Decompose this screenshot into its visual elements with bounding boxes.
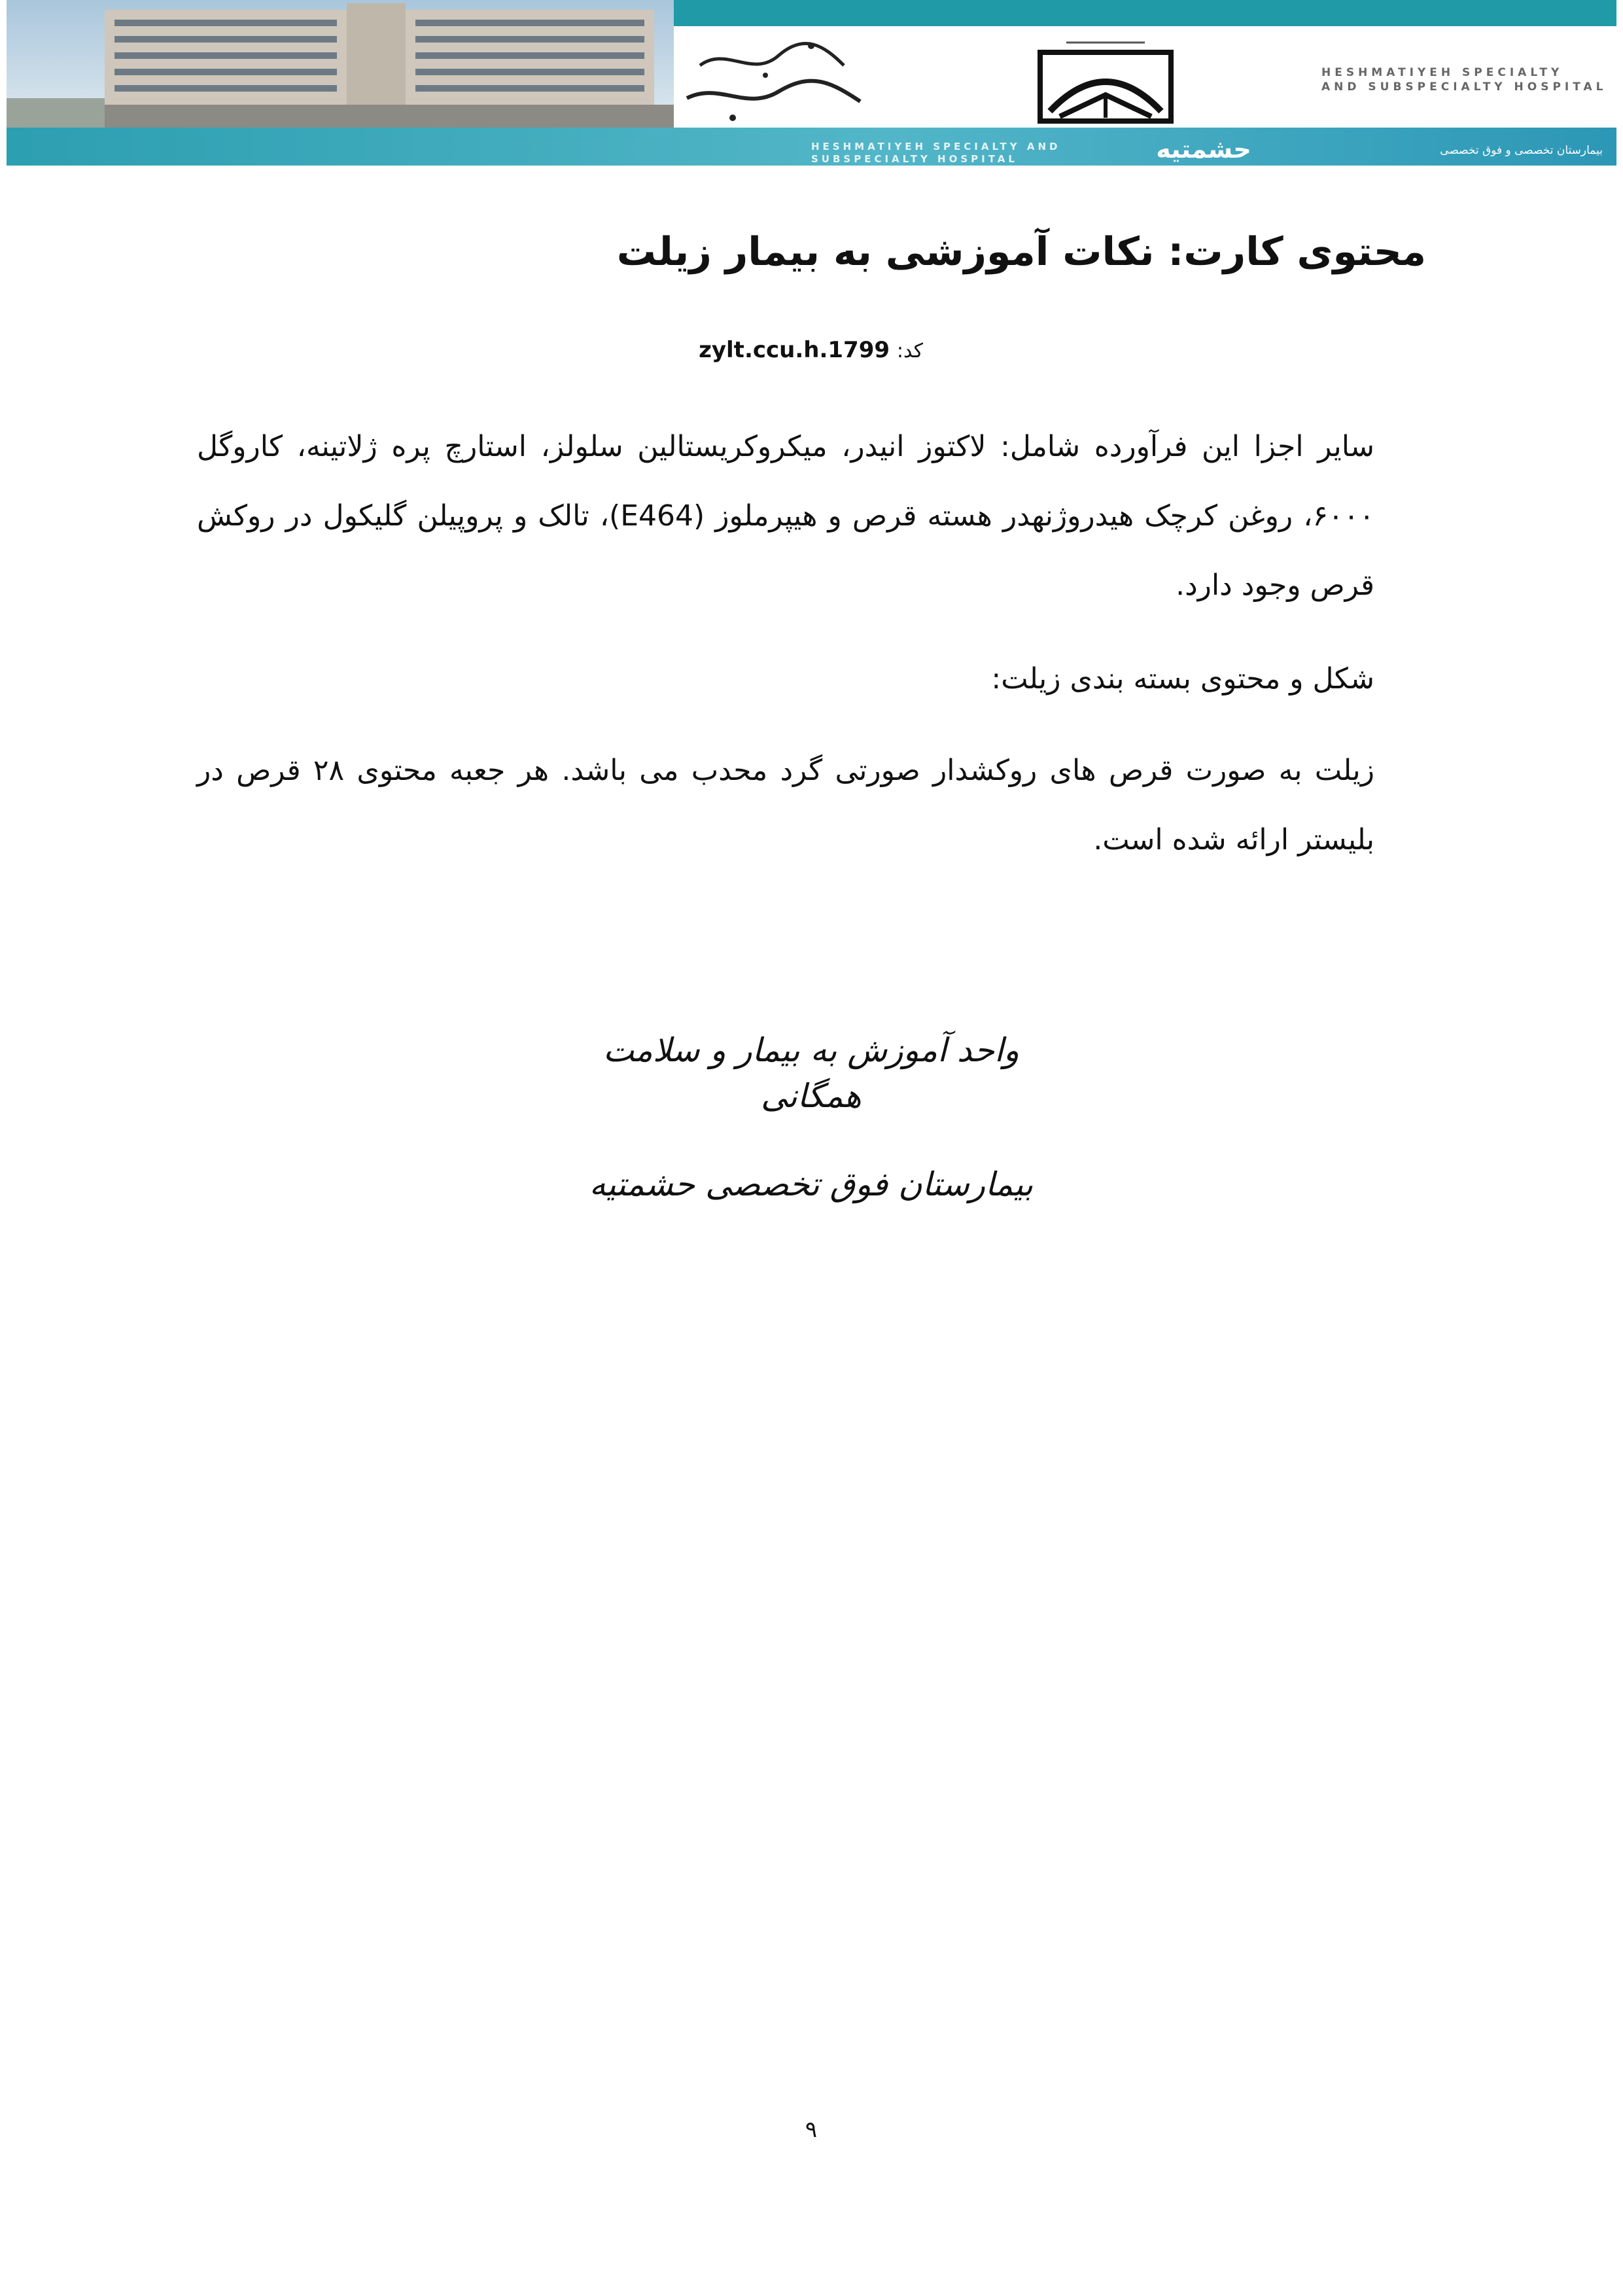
code-value: zylt.ccu.h.1799 [699, 337, 890, 363]
hospital-name-english-small: HESHMATIYEH SPECIALTY AND SUBSPECIALTY HOSPITAL [811, 141, 1061, 165]
signature-unit: واحد آموزش به بیمار و سلامت همگانی [602, 1031, 1020, 1115]
brand-name-persian: حشمتیه [1156, 135, 1251, 164]
document-title: محتوی کارت: نکات آموزشی به بیمار زیلت [616, 229, 1426, 275]
header-banner [7, 0, 1616, 166]
packaging-heading: شکل و محتوی بسته بندی زیلت: [991, 662, 1374, 696]
slogan-calligraphy [674, 20, 870, 128]
ingredients-paragraph: سایر اجزا این فرآورده شامل: لاکتوز انیدر، میکروکریستالین سلولز، استارچ پره ژلاتینه، کاروگل ۶۰۰۰، روغن کرچک هیدروژنهدر هسته قرص و هیپرملوز (E464)، تالک و پروپیلن گلیکول در روکش قرص وجود دارد. [197, 430, 1375, 602]
signature-hospital: بیمارستان فوق تخصصی حشمتیه [589, 1165, 1034, 1203]
hospital-name-persian: بیمارستان تخصصی و فوق تخصصی [1440, 144, 1603, 157]
university-logo [994, 26, 1217, 128]
packaging-paragraph: زیلت به صورت قرص های روکشدار صورتی گرد محدب می باشد. هر جعبه محتوی ۲۸ قرص در بلیستر ارائه شده است. [197, 754, 1374, 857]
page-number: ۹ [805, 2117, 818, 2143]
code-label: کد: [896, 340, 923, 362]
hospital-name-english: HESHMATIYEH SPECIALTY AND SUBSPECIALTY HOSPITAL [1321, 66, 1607, 94]
document-code [400, 334, 923, 368]
hospital-building-image [7, 0, 674, 128]
